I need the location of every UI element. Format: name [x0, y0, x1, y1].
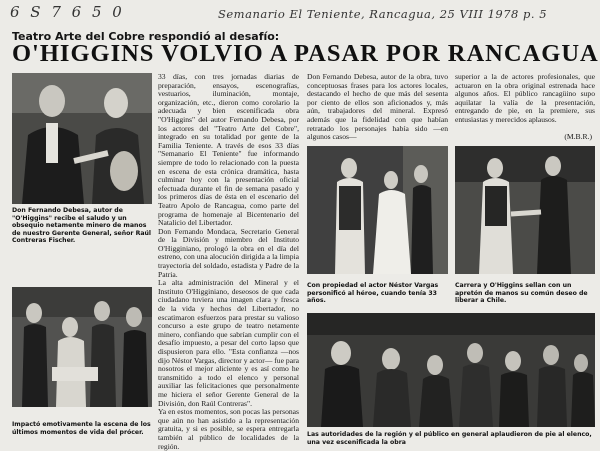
handwritten-source-note: Semanario El Teniente, Rancagua, 25 VIII 1978 p. 5 [218, 7, 548, 21]
handwritten-reference-number: 6 S 7 6 5 0 [10, 3, 125, 21]
paragraph: Don Fernando Mondaca, Secretario General de la División y miembro del Instituto O'Higginiano, prologó la obra en el día del estreno, con una alocución dirigida a la limpia trayectoria del soldado, estadista y Padre de la Patria. [158, 226, 299, 279]
paragraph: La alta administración del Mineral y el Instituto O'Higginiano, deseosos de que cada ciudadano tuviera una imagen clara y fresca de la vida y hechos del Libertador, no escatimaron esfuerzos para prestar su valioso concurso a este grupo de teatro netamente minero, confiando que sabrían cumplir con el desafío impuesto, a pesar del corto lapso que dispusieron para ello. "Esta confianza —nos dijo Néstor Vargas, director y actor— fue para nosotros el mejor aliciente y es así como he transmitido a todo el elenco y personal auxiliar las felicitaciones que personalmente me hiciera el señor Gerente General de la División, don Raúl Contreras". [158, 278, 299, 408]
paragraph: Don Fernando Debesa, autor de la obra, tuvo conceptuosas frases para los actores locales, destacando el hecho de que más del sesenta por ciento de ellos son aficionados y, más aún, trabajadores del mineral. Expresó además que la fidelidad con que habían retratado los personajes había sido —en algunos casos— [307, 72, 448, 142]
article-column-2 [158, 73, 299, 449]
caption-photo4: Carrera y O'Higgins sellan con un apretón de manos su común deseo de liberar a Chile. [455, 282, 588, 304]
photo-debesa-receives-gift [12, 73, 152, 204]
article-headline: O'HIGGINS VOLVIO A PASAR POR RANCAGUA [12, 40, 599, 67]
photo-carrera-ohiggins-handshake [455, 146, 595, 274]
caption-photo1: Don Fernando Debesa, autor de "O'Higgins" recibe el saludo y un obsequio netamente minero de manos de nuestro Gerente General, señor Raúl Contreras Fischer. [12, 207, 152, 244]
photo-death-scene [12, 287, 152, 407]
photo-audience-applause [307, 313, 595, 427]
paragraph: superior a la de actores profesionales, que actuaron en la obra original estrenada hace algunos años. El público rancagüino supo aquilatar la valía de la presentación, entregando de pie, en la premiere, sus entusiastas y merecidos aplausos. [455, 72, 595, 124]
article-kicker: Teatro Arte del Cobre respondió al desafío: [12, 30, 280, 43]
article-column-3 [307, 73, 448, 143]
caption-photo2: Impactó emotivamente la escena de los últimos momentos de vida del prócer. [12, 421, 151, 436]
paragraph: Ya en estos momentos, son pocas las personas que aún no han asistido a la representación gratuita, y si es posible, se espera entregarla también al público de localidades de la región. [158, 407, 299, 451]
photo-actor-ohiggins [307, 146, 448, 274]
author-signature: (M.B.R.) [564, 132, 592, 141]
article-column-4 [455, 73, 595, 129]
caption-photo5: Las autoridades de la región y el público en general aplaudieron de pie al elenco, una vez escenificada la obra [307, 431, 592, 446]
paragraph: 33 días, con tres jornadas diarias de preparación, ensayos, escenografías, vestuarios, iluminación, montaje, organización, etc., dieron como corolario la adecuada y bien escenificada obra "O'Higgins" del autor Fernando Debesa, por los actores del "Teatro Arte del Cobre", integrado en su totalidad por gente de la Familia Teniente. A través de esos 33 días "Semanario El Teniente" fue informando siempre de todo lo relacionado con la puesta en escena de esta crónica dramática, hasta culminar hoy con la presentación oficial efectuada durante el fin de semana pasado y los primeros días de ésta en el escenario del Teatro Apolo de Rancagua, como parte del programa de homenaje al Bicentenario del Natalicio del Libertador. [158, 72, 299, 228]
caption-photo3: Con propiedad el actor Néstor Vargas personificó al héroe, cuando tenía 33 años. [307, 282, 439, 304]
